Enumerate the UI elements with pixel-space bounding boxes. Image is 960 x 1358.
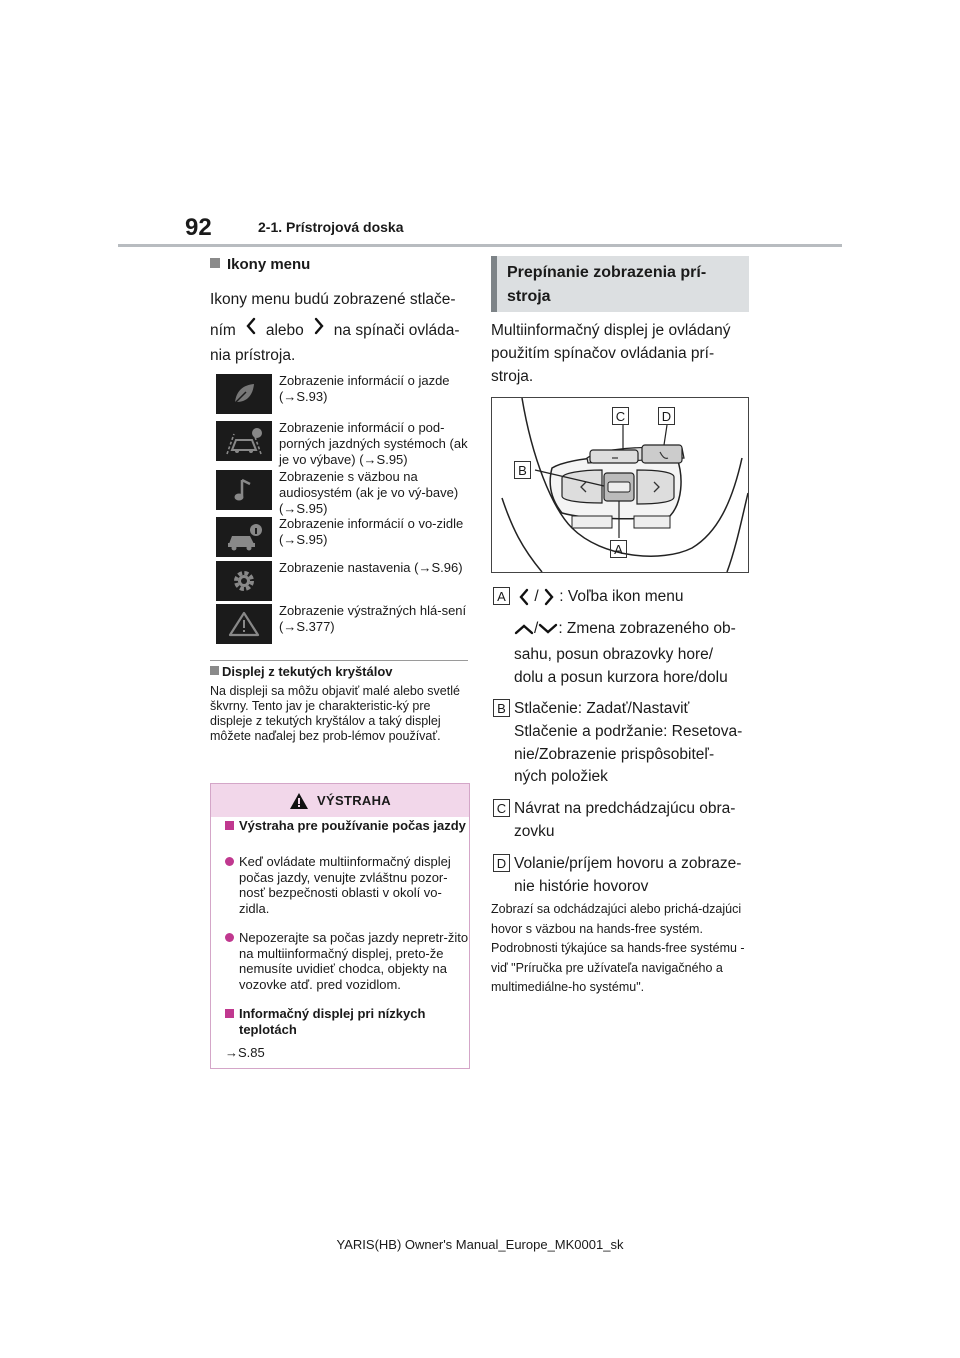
square-bullet-icon (225, 821, 234, 830)
warning-reference: →S.85 (225, 1045, 265, 1060)
diagram-label: D (658, 407, 675, 425)
hands-free-note: Zobrazí sa odchádzajúci alebo prichá-dzajúci hovor s väzbou na hands-free systém. Podrobnosti týkajúce sa hands-free systému - viď "Príručka pre užívateľa navigačného a multimediálne-ho systému". (491, 902, 745, 994)
item-c-line-2: zovku (514, 823, 555, 840)
menu-icon-row (216, 517, 474, 557)
leaf-icon (216, 374, 272, 414)
item-a-line-4: dolu a posun kurzora hore/dolu (514, 669, 728, 686)
diagram-label: C (612, 407, 629, 425)
item-a-line-1: / : Voľba ikon menu (518, 585, 758, 608)
chevron-up-icon (514, 623, 534, 635)
divider (210, 660, 468, 661)
chevron-left-icon (518, 588, 530, 606)
square-bullet-icon (210, 666, 219, 675)
menu-icons-heading: Ikony menu (210, 256, 472, 273)
chevron-right-icon (543, 588, 555, 606)
footer-text: YARIS(HB) Owner's Manual_Europe_MK0001_sk (336, 1237, 624, 1252)
item-label: D (493, 854, 510, 872)
warning-triangle-icon (289, 792, 309, 810)
item-a-line-2: / : Zmena zobrazeného ob- (514, 617, 759, 640)
item-label: C (493, 799, 510, 817)
item-c-line-1: Návrat na predchádzajúcu obra- (514, 800, 736, 817)
menu-icon-row (216, 561, 474, 601)
warning-heading-2: Informačný displej pri nízkych teplotách (218, 1006, 478, 1037)
item-label: A (493, 587, 510, 605)
warning-triangle-icon (216, 604, 272, 644)
square-bullet-icon (210, 258, 220, 268)
lcd-heading: Displej z tekutých kryštálov (210, 664, 472, 679)
item-d-line-2: nie histórie hovorov (514, 878, 649, 895)
right-intro: Multiinformačný displej je ovládaný použitím spínačov ovládania prí-stroja. (491, 322, 731, 385)
warning-box (210, 783, 470, 1069)
item-b-line-3: nie/Zobrazenie prispôsobiteľ- (514, 746, 715, 763)
diagram-label: A (610, 540, 627, 558)
dot-bullet-icon (225, 857, 234, 866)
chevron-down-icon (538, 623, 558, 635)
item-b-line-4: ných položiek (514, 768, 608, 785)
gear-icon (216, 561, 272, 601)
menu-icon-row (216, 604, 474, 644)
warning-bullet-1: Keď ovládate multiinformačný displej počas jazdy, venujte zvláštnu pozor-nosť bezpečnosti oblasti v okolí vo-zidla. (218, 854, 478, 916)
warning-bullet-2: Nepozerajte sa počas jazdy nepretr-žito na multiinformačný displej, preto-že nemusíte uvidieť chodca, objekty na vozovke atď. pred vozidlom. (218, 930, 478, 992)
steering-switch-diagram (491, 397, 749, 573)
warning-heading-1: Výstraha pre používanie počas jazdy (218, 818, 478, 834)
driver-assist-icon (216, 421, 272, 461)
square-bullet-icon (225, 1009, 234, 1018)
warning-header: VÝSTRAHA (211, 784, 469, 817)
menu-icon-row (216, 420, 474, 467)
section-title: 2-1. Prístrojová doska (258, 219, 404, 235)
menu-intro-line-2: ním alebo na spínači ovláda- (210, 315, 472, 346)
menu-icon-description: Zobrazenie informácií o pod-porných jazdných systémoch (ak je vo výbave) (→S.95) (279, 420, 468, 467)
menu-icon-row (216, 469, 474, 516)
item-label: B (493, 699, 510, 717)
diagram-label: B (514, 461, 531, 479)
item-a-line-3: sahu, posun obrazovky hore/ (514, 646, 714, 663)
menu-icon-description: Zobrazenie s väzbou na audiosystém (ak je vo vý-bave) (→S.95) (279, 469, 459, 516)
item-b-line-2: Stlačenie a podržanie: Resetova- (514, 723, 743, 740)
header-rule (118, 244, 842, 247)
menu-icon-row (216, 374, 474, 414)
dot-bullet-icon (225, 933, 234, 942)
menu-intro-line-3: nia prístroja. (210, 347, 296, 364)
right-heading: Prepínanie zobrazenia prí-stroja (491, 256, 749, 312)
vehicle-info-icon (216, 517, 272, 557)
menu-icon-description: Zobrazenie výstražných hlá-sení (→S.377) (279, 603, 467, 634)
menu-intro-line-1: Ikony menu budú zobrazené stlače- (210, 291, 456, 308)
page-number: 92 (185, 214, 212, 241)
menu-icon-description: Zobrazenie informácií o vo-zidle (→S.95) (279, 516, 464, 547)
item-b-line-1: Stlačenie: Zadať/Nastaviť (514, 700, 690, 717)
lcd-text: Na displeji sa môžu objaviť malé alebo svetlé škvrny. Tento jav je charakteristic-ký pre displeje z tekutých kryštálov a taký displej môžete naďalej bez prob-lémov používať. (210, 684, 460, 743)
menu-icon-description: Zobrazenie informácií o jazde (→S.93) (279, 373, 450, 404)
item-d-line-1: Volanie/príjem hovoru a zobraze- (514, 855, 742, 872)
music-note-icon (216, 470, 272, 510)
menu-icon-description: Zobrazenie nastavenia (→S.96) (279, 560, 463, 575)
